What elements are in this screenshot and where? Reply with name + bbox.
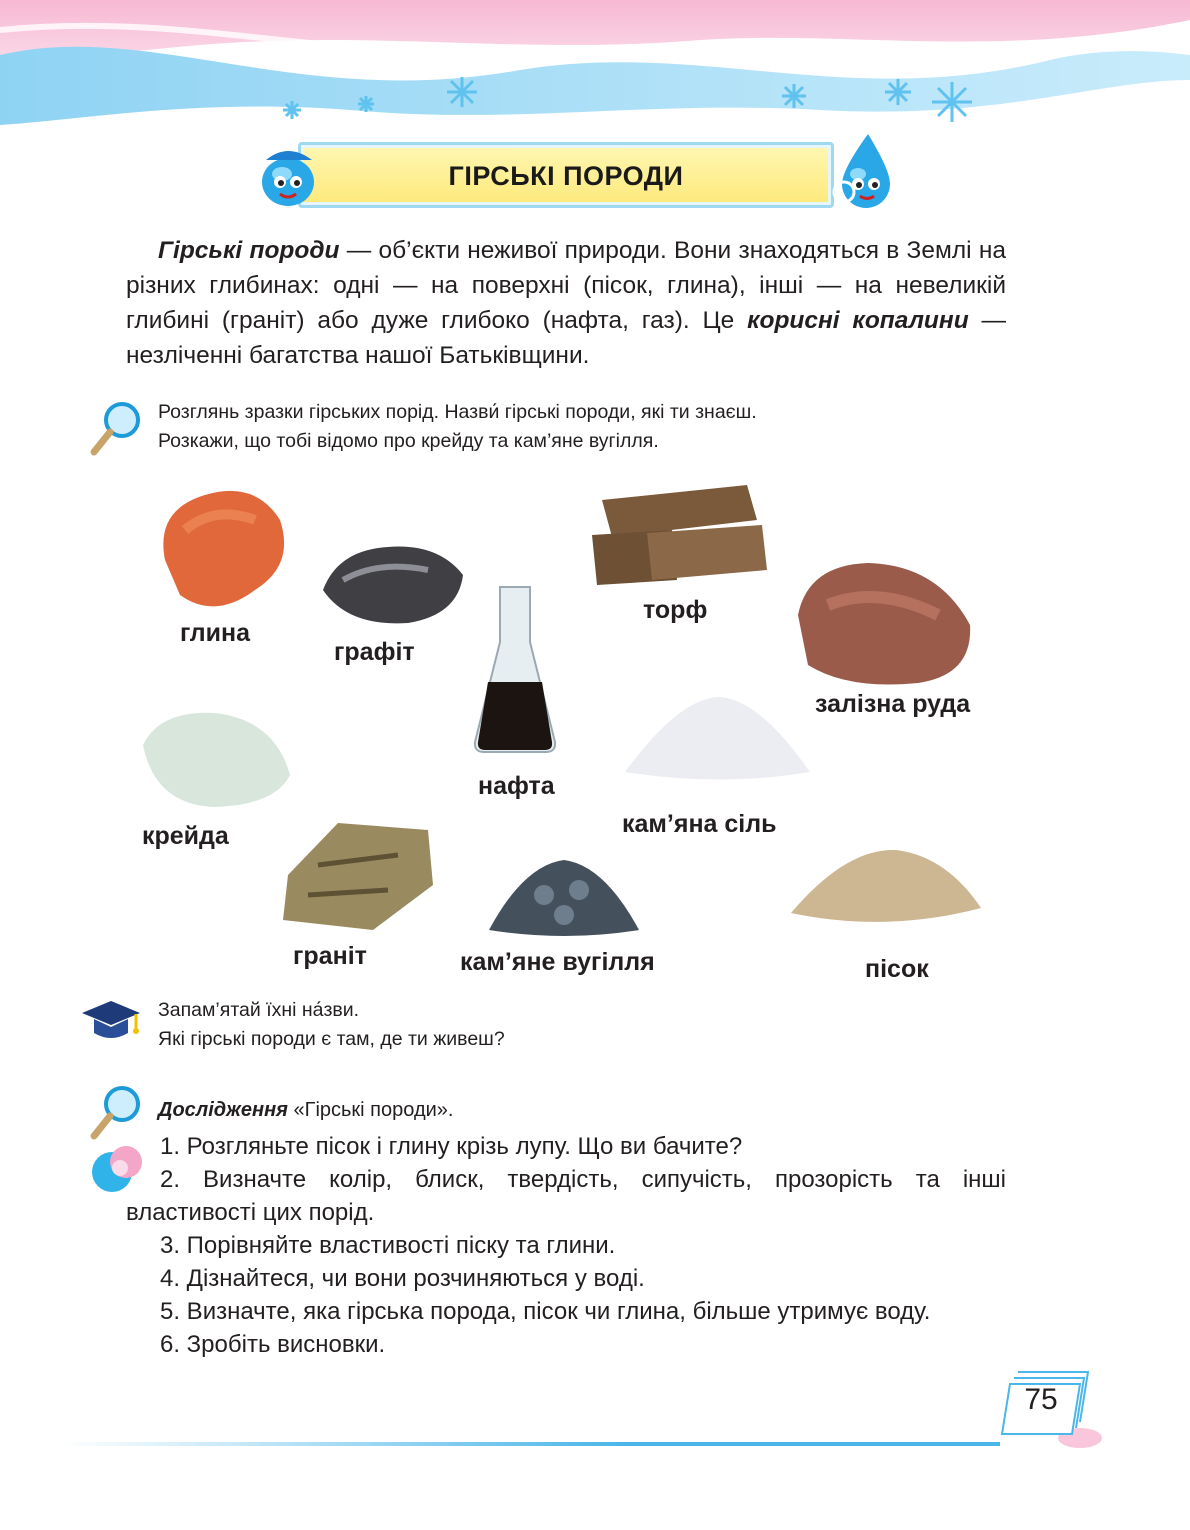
- rock-salt-photo: [620, 692, 815, 787]
- title-banner: [250, 138, 890, 210]
- research-step: 4. Дізнайтеся, чи вони розчиняються у воді.: [160, 1265, 645, 1292]
- oil-flask-photo: [470, 582, 560, 757]
- research-step: 3. Порівняйте властивості піску та глини.: [160, 1232, 616, 1259]
- label-coal: кам’яне вугілля: [460, 948, 655, 976]
- task-line: Розглянь зразки гірських порід. Назви́ гірські породи, які ти знаєш.: [158, 401, 757, 423]
- header-decoration: [0, 0, 1190, 140]
- intro-text-2: — незліченні багатства нашої Батьківщини.: [126, 307, 1006, 369]
- term-rocks: Гірські породи: [158, 237, 340, 264]
- iron-ore-photo: [788, 555, 978, 690]
- label-chalk: крейда: [142, 822, 229, 850]
- clay-photo: [145, 470, 295, 620]
- water-drop-mascot-icon: [252, 138, 332, 210]
- intro-text-1: — об’єкти неживої природи. Вони знаходяться в Землі на різних глибинах: одні — на поверхні (пісок, глина), інші — на невеликій глибині (граніт) або дуже глибоко (нафта, газ). Це: [126, 237, 1006, 334]
- sand-photo: [786, 838, 986, 933]
- page-title: ГІРСЬКІ ПОРОДИ: [448, 161, 684, 191]
- research-step: 5. Визначте, яка гірська порода, пісок чи глина, більше утримує воду.: [160, 1298, 931, 1325]
- task-line: Запам’ятай їхні на́зви.: [158, 999, 360, 1021]
- research-step: 2. Визначте колір, блиск, твердість, сипучість, прозорість та інші властивості цих порід.: [126, 1166, 1006, 1226]
- label-clay: глина: [180, 619, 251, 647]
- term-minerals: корисні копалини: [747, 307, 969, 334]
- label-granite: граніт: [293, 942, 367, 970]
- label-sand: пісок: [865, 955, 929, 983]
- task-remember: [158, 996, 505, 1054]
- label-graphite: графіт: [334, 638, 415, 666]
- intro-paragraph: [126, 233, 1006, 373]
- peat-photo: [582, 475, 772, 590]
- label-rock-salt: кам’яна сіль: [622, 810, 777, 838]
- research-heading: [126, 1094, 1006, 1127]
- granite-photo: [278, 815, 440, 935]
- research-step: 6. Зробіть висновки.: [160, 1331, 386, 1358]
- label-oil: нафта: [478, 772, 555, 800]
- task-examine-rocks: [158, 398, 757, 456]
- graduation-cap-icon: [80, 997, 142, 1045]
- task-line: Розкажи, що тобі відомо про крейду та кам’яне вугілля.: [158, 430, 659, 452]
- graphite-photo: [318, 535, 468, 630]
- research-title: Дослідження: [158, 1099, 288, 1121]
- chalk-photo: [135, 705, 295, 810]
- title-box: [298, 142, 834, 208]
- task-line: Які гірські породи є там, де ти живеш?: [158, 1028, 505, 1050]
- research-subtitle: «Гірські породи».: [287, 1099, 454, 1121]
- research-section: [126, 1094, 1006, 1361]
- magnifier-icon: [88, 398, 144, 458]
- label-peat: торф: [643, 596, 708, 624]
- water-drop-mascot-icon: [830, 130, 900, 212]
- label-iron-ore: залізна руда: [815, 690, 971, 718]
- coal-photo: [484, 850, 644, 945]
- footer-divider: [60, 1442, 1000, 1446]
- page-number: 75: [1024, 1383, 1058, 1416]
- research-step: 1. Розгляньте пісок і глину крізь лупу. Що ви бачите?: [160, 1133, 743, 1160]
